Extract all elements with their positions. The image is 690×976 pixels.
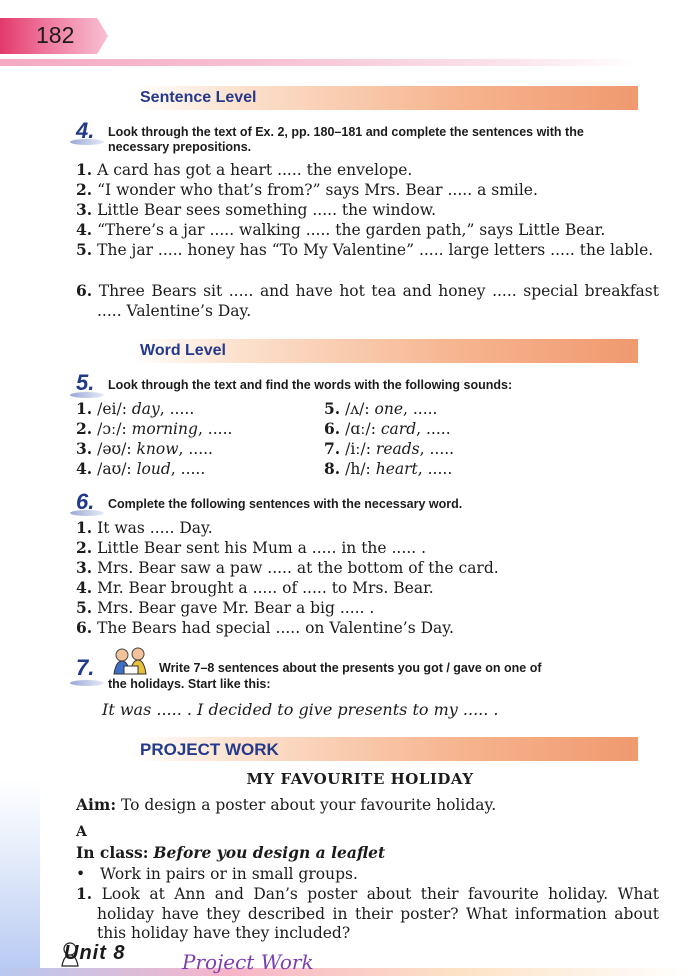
exercise-5-instruction: Look through the text and find the words with the following sounds: (108, 378, 513, 392)
exercise-7-example: It was ..... . I decided to give presents to my ..... . (102, 700, 499, 719)
sound-item: 3. /əʊ/: know, ..... (76, 439, 213, 458)
ex6-item: 3. Mrs. Bear saw a paw ..... at the bottom of the card. (76, 558, 499, 577)
project-item-1: 1. Look at Ann and Dan’s poster about their favourite holiday. What holiday have they described in their poster? What information about this holiday have they included? (76, 884, 659, 942)
sound-item: 8. /h/: heart, ..... (324, 459, 453, 478)
project-bullet: • Work in pairs or in small groups. (76, 865, 358, 883)
exercise-7-instruction-line2: the holidays. Start like this: (108, 677, 271, 691)
exercise-6-instruction: Complete the following sentences with the necessary word. (108, 497, 463, 511)
project-title: MY FAVOURITE HOLIDAY (246, 770, 474, 788)
ex6-item: 2. Little Bear sent his Mum a ..... in the ..... . (76, 538, 426, 557)
decorative-left-strip (0, 780, 40, 976)
footer-label: Project Work (182, 950, 314, 974)
ex6-item: 6. The Bears had special ..... on Valentine’s Day. (76, 618, 454, 637)
section-title-word-level: Word Level (140, 342, 226, 359)
footer-unit-logo: Unit 8 (64, 942, 126, 964)
ex4-item: 6. Three Bears sit ..... and have hot tea and honey ..... special breakfast ..... Valentine’s Day. (76, 281, 659, 320)
exercise-4-instruction: Look through the text of Ex. 2, pp. 180–181 and complete the sentences with the necessary prepositions. (108, 125, 584, 154)
section-title-project-work: PROJECT WORK (140, 740, 279, 759)
sound-item: 5. /ʌ/: one, ..... (324, 399, 438, 418)
exercise-7-instruction-line1: Write 7–8 sentences about the presents you got / gave on one of (159, 661, 542, 675)
ex6-item: 1. It was ..... Day. (76, 518, 213, 537)
ex4-item: 4. “There’s a jar ..... walking ..... the garden path,” says Little Bear. (76, 220, 606, 239)
project-in-class: In class: Before you design a leaflet (76, 843, 386, 862)
sound-item: 1. /ei/: day, ..... (76, 399, 195, 418)
project-part-a: A (76, 824, 87, 840)
sound-item: 6. /ɑː/: card, ..... (324, 419, 451, 438)
ex6-item: 5. Mrs. Bear gave Mr. Bear a big ..... . (76, 598, 375, 617)
project-aim: Aim: To design a poster about your favourite holiday. (76, 795, 497, 814)
exercise-number-6: 6. (76, 489, 95, 514)
ex4-item: 3. Little Bear sees something ..... the window. (76, 200, 437, 219)
exercise-number-5: 5. (76, 370, 95, 395)
header-rule (0, 59, 640, 66)
exercise-number-7: 7. (76, 655, 95, 680)
footer-rule (0, 968, 690, 976)
group-work-icon (108, 646, 154, 676)
exercise-number-4: 4. (76, 118, 95, 143)
sound-item: 4. /aʊ/: loud, ..... (76, 459, 206, 478)
ex4-item: 5. The jar ..... honey has “To My Valentine” ..... large letters ..... the lable. (76, 240, 654, 259)
ex6-item: 4. Mr. Bear brought a ..... of ..... to Mrs. Bear. (76, 578, 434, 597)
ex4-item: 1. A card has got a heart ..... the envelope. (76, 160, 413, 179)
ex4-item: 2. “I wonder who that’s from?” says Mrs. Bear ..... a smile. (76, 180, 538, 199)
sound-item: 2. /ɔː/: morning, ..... (76, 419, 233, 438)
sound-item: 7. /iː/: reads, ..... (324, 439, 455, 458)
page-number: 182 (36, 22, 75, 48)
section-title-sentence-level: Sentence Level (140, 89, 257, 106)
